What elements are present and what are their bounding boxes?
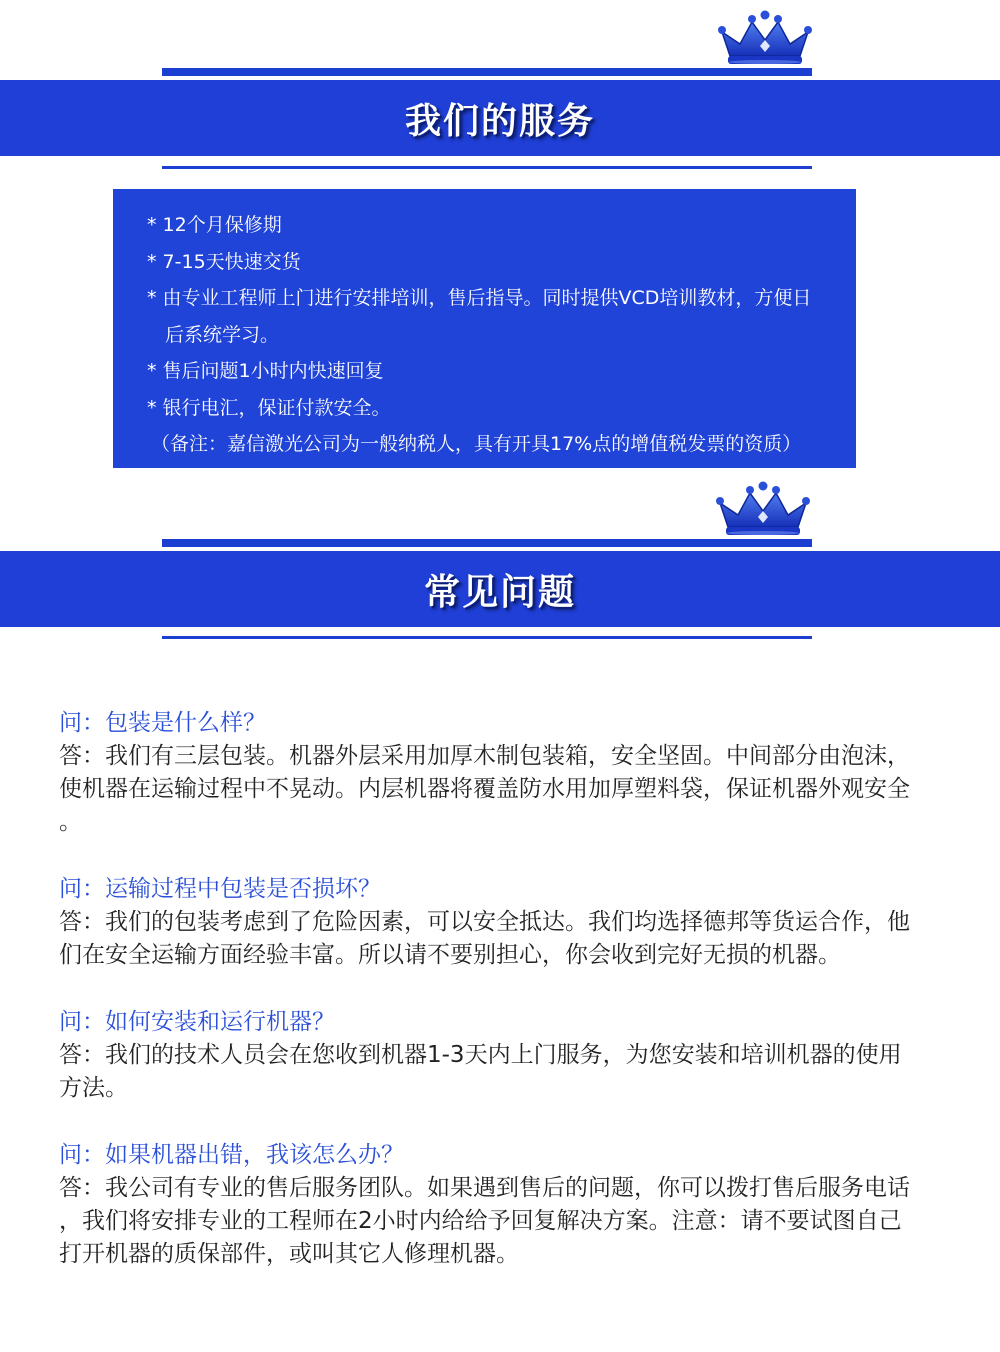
faq-answer-line: 答：我们有三层包装。机器外层采用加厚木制包装箱，安全坚固。中间部分由泡沫， — [59, 743, 910, 769]
faq-answer-line: 答：我公司有专业的售后服务团队。如果遇到售后的问题，你可以拨打售后服务电话 — [59, 1175, 910, 1201]
faq-answer-line: 答：我们的包装考虑到了危险因素，可以安全抵达。我们均选择德邦等货运合作，他 — [59, 909, 910, 935]
service-note: （备注：嘉信激光公司为一般纳税人，具有开具17%点的增值税发票的资质） — [151, 433, 802, 455]
faq-answer-line: 们在安全运输方面经验丰富。所以请不要别担心，你会收到完好无损的机器。 — [59, 942, 841, 968]
service-line: * 银行电汇，保证付款安全。 — [147, 396, 391, 419]
faq-question: 问：如何安装和运行机器？ — [59, 1009, 335, 1035]
faq-answer-line: 打开机器的质保部件，或叫其它人修理机器。 — [59, 1241, 519, 1267]
services-list — [147, 207, 856, 463]
faq-banner — [0, 551, 1000, 627]
services-underline — [162, 166, 812, 169]
faq-list — [59, 707, 959, 1305]
service-line: * 售后问题1小时内快速回复 — [147, 360, 384, 382]
faq-question: 问：运输过程中包装是否损坏？ — [59, 876, 381, 902]
faq-item — [59, 1139, 959, 1271]
faq-answer-line: ，我们将安排专业的工程师在2小时内给给予回复解决方案。注意：请不要试图自己 — [59, 1208, 902, 1234]
faq-question: 问：如果机器出错，我该怎么办？ — [59, 1142, 404, 1168]
service-line: * 由专业工程师上门进行安排培训，售后指导。同时提供VCD培训教材，方便日 — [147, 287, 812, 309]
faq-answer-line: 。 — [59, 809, 82, 835]
faq-answer-line: 答：我们的技术人员会在您收到机器1-3天内上门服务，为您安装和培训机器的使用 — [59, 1042, 902, 1068]
services-title: 我们的服务 — [404, 100, 595, 142]
crown-icon — [716, 10, 814, 66]
faq-title: 常见问题 — [423, 571, 576, 613]
faq-item — [59, 707, 959, 839]
faq-answer-line: 使机器在运输过程中不晃动。内层机器将覆盖防水用加厚塑料袋，保证机器外观安全 — [59, 776, 910, 802]
faq-underline — [162, 636, 812, 639]
service-line: * 7-15天快速交货 — [147, 250, 301, 273]
faq-top-rule — [162, 539, 812, 547]
top-rule — [162, 68, 812, 76]
faq-item — [59, 873, 959, 972]
crown-icon — [714, 481, 812, 537]
faq-item — [59, 1006, 959, 1105]
services-box — [113, 189, 856, 468]
faq-question: 问：包装是什么样？ — [59, 710, 266, 736]
faq-answer-line: 方法。 — [59, 1075, 128, 1101]
service-line: 后系统学习。 — [165, 323, 280, 346]
services-banner — [0, 80, 1000, 156]
service-line: * 12个月保修期 — [147, 214, 282, 236]
